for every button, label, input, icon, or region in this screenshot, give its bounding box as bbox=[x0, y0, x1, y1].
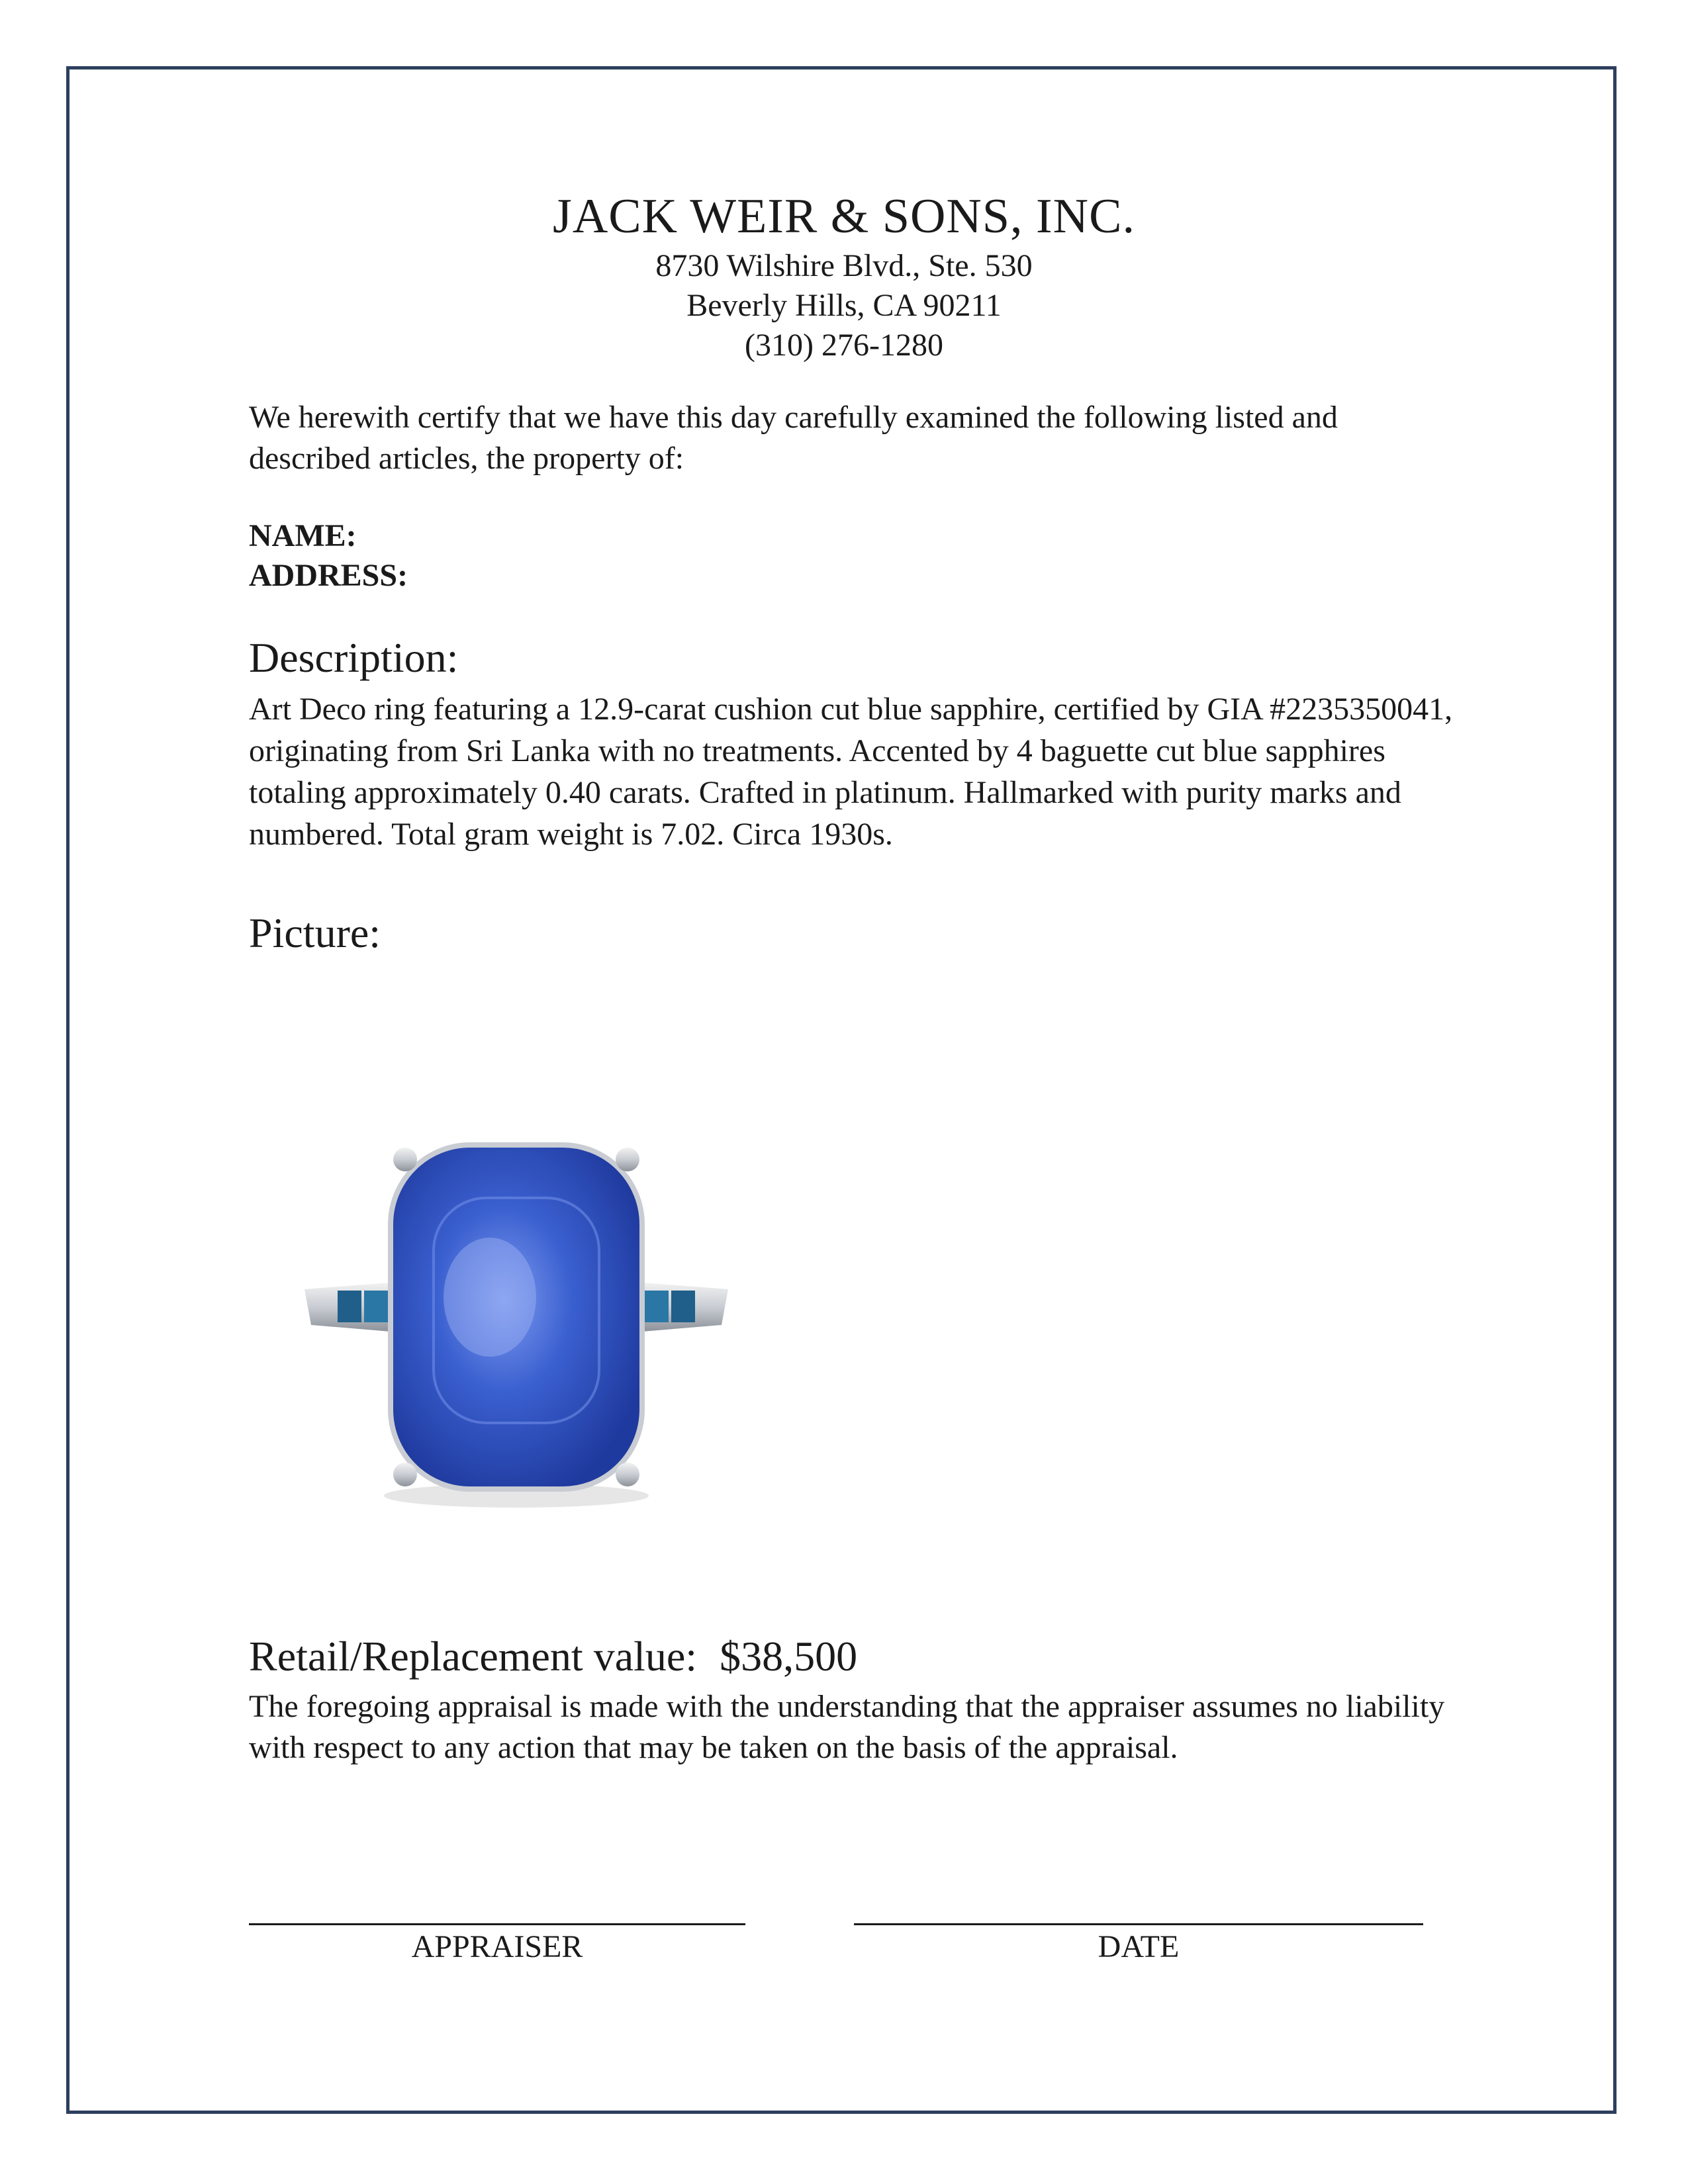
picture-heading: Picture: bbox=[249, 909, 381, 956]
prong bbox=[393, 1463, 417, 1486]
sapphire-ring-photo bbox=[291, 1125, 741, 1522]
appraiser-signature-line bbox=[249, 1923, 745, 1925]
description-text: Art Deco ring featuring a 12.9-carat cushion cut blue sapphire, certified by GIA #2235350041, originating from Sri Lanka with no treatments. Accented by 4 baguette cut blue sapphires totaling approximately 0.40 carats. Crafted in platinum. Hallmarked with purity marks and numbered. Total gram weight is 7.02. Circa 1930s. bbox=[249, 692, 1453, 852]
appraiser-label: APPRAISER bbox=[411, 1929, 583, 1964]
date-label: DATE bbox=[1098, 1929, 1180, 1964]
prong bbox=[616, 1463, 639, 1486]
prong bbox=[616, 1148, 639, 1171]
company-name: JACK WEIR & SONS, INC. bbox=[553, 189, 1135, 244]
baguette-sapphire bbox=[338, 1291, 361, 1322]
address-label: ADDRESS: bbox=[249, 558, 408, 593]
certification-intro: We herewith certify that we have this day carefully examined the following listed and described articles, the property of: bbox=[249, 400, 1338, 476]
retail-value bbox=[249, 1632, 1467, 1681]
name-label: NAME: bbox=[249, 518, 357, 553]
description-heading: Description: bbox=[249, 634, 459, 681]
owner-fields bbox=[249, 516, 1467, 596]
retail-value-label: Retail/Replacement value: bbox=[249, 1633, 698, 1680]
prong bbox=[393, 1148, 417, 1171]
gem-highlight bbox=[444, 1238, 536, 1357]
company-address-line1: 8730 Wilshire Blvd., Ste. 530 bbox=[655, 248, 1033, 283]
company-address-line2: Beverly Hills, CA 90211 bbox=[686, 288, 1002, 323]
baguette-sapphire bbox=[364, 1291, 388, 1322]
date-signature-line bbox=[854, 1923, 1423, 1925]
ring-illustration bbox=[291, 1125, 741, 1522]
page-border bbox=[66, 66, 1617, 2114]
disclaimer-text: The foregoing appraisal is made with the understanding that the appraiser assumes no liability with respect to any action that may be taken on the basis of the appraisal. bbox=[249, 1689, 1445, 1765]
baguette-sapphire bbox=[671, 1291, 695, 1322]
baguette-sapphire bbox=[645, 1291, 669, 1322]
letterhead bbox=[0, 187, 1688, 365]
company-phone: (310) 276-1280 bbox=[745, 328, 943, 363]
retail-value-amount: $38,500 bbox=[720, 1633, 858, 1680]
